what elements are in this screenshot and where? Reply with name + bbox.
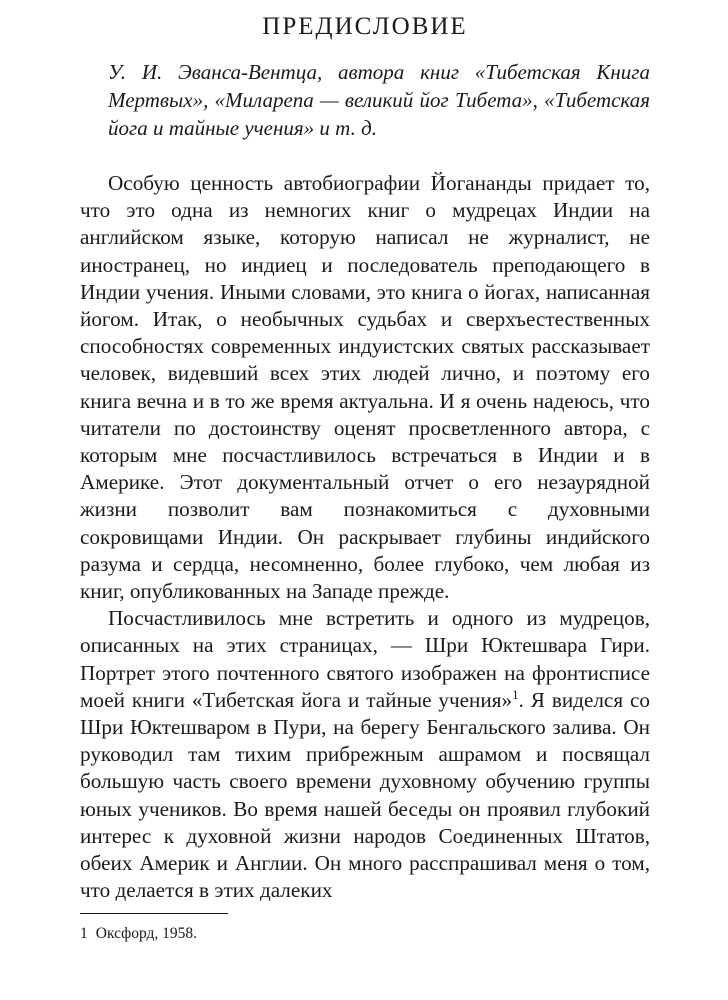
paragraph-1: Особую ценность автобиографии Йогананды придает то, что это одна из немногих книг о мудрецах Индии на английском языке, которую написал не журналист, не иностранец, но индиец и последователь преподающего в Индии учения. Иными словами, это книга о йогах, написанная йогом. Итак, о необычных судьбах и сверхъестественных способностях современных индуистских святых рассказывает человек, видевший всех этих людей лично, и поэтому его книга вечна и в то же время актуальна. И я очень надеюсь, что читатели по достоинству оценят просветленного автора, с которым мне посчастливилось встречаться в Индии и в Америке. Этот документальный отчет о его незаурядной жизни позволит вам познакомиться с духовными сокровищами Индии. Он раскрывает глубины индийского разума и сердца, несомненно, более глубоко, чем любая из книг, опубликованных на Западе прежде. <box>80 171 650 604</box>
footnote <box>80 924 197 944</box>
page-title: ПРЕДИСЛОВИЕ <box>262 13 468 40</box>
footnote-number: 1 <box>80 925 88 942</box>
paragraph-2-start: Посчастливилось мне встретить и одного из мудрецов, описанных на этих страницах, — Шри Юктешвара Гири. Портрет этого почтенного святого изображен на фронтисписе моей книги «Тибетская йога и тайные учения» <box>80 606 650 712</box>
paragraph-2 <box>80 605 650 904</box>
footnote-text: Оксфорд, 1958. <box>95 925 198 942</box>
footnote-reference: 1 <box>512 686 519 702</box>
footnote-divider <box>80 913 228 914</box>
body-text <box>80 170 650 904</box>
page-content <box>80 0 650 904</box>
preface-author-subtitle: У. И. Эванса-Вентца, автора книг «Тибетская Книга Мертвых», «Миларепа — великий йог Тибета», «Тибетская йога и тайные учения» и т. д. <box>108 60 650 140</box>
paragraph-2-end: . Я виделся со Шри Юктешваром в Пури, на берегу Бенгальского залива. Он руководил там тихим прибрежным ашрамом и посвящал большую часть своего времени духовному обучению группы юных учеников. Во время нашей беседы он проявил глубокий интерес к духовной жизни народов Соединенных Штатов, обеих Америк и Англии. Он много расспрашивал меня о том, что делается в этих далеких <box>80 687 650 903</box>
